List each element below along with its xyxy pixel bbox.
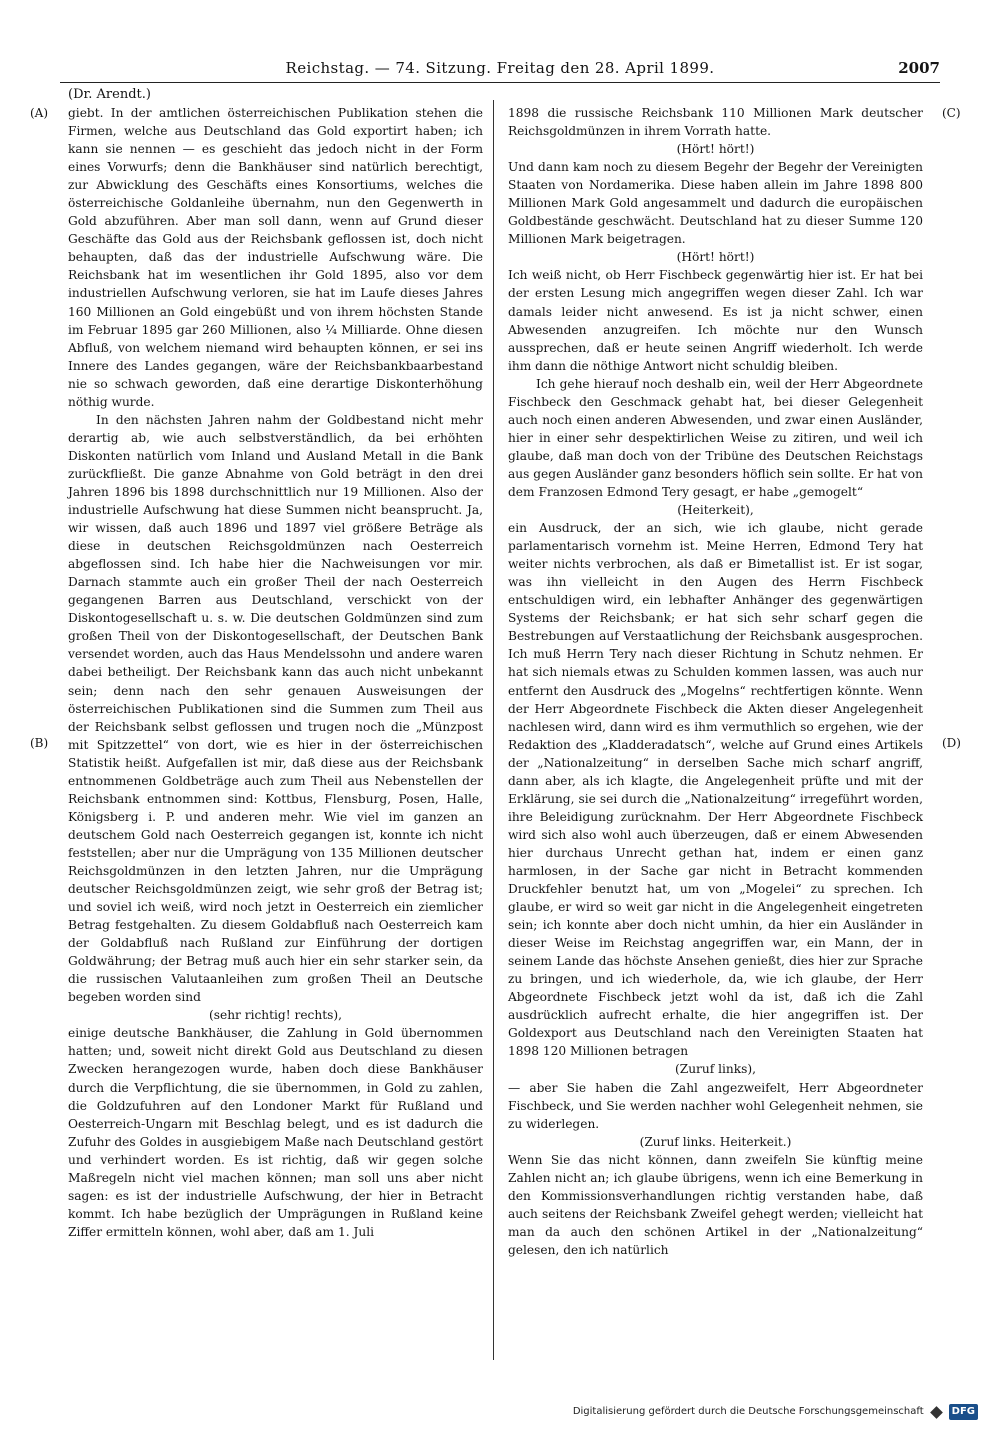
footer-text: Digitalisierung gefördert durch die Deutsche Forschungsgemeinschaft bbox=[572, 1406, 924, 1417]
interjection: (Hört! hört!) bbox=[676, 250, 755, 265]
column-divider bbox=[493, 100, 494, 1360]
speaker-label: (Dr. Arendt.) bbox=[68, 87, 151, 102]
interjection: (Zuruf links), bbox=[674, 1062, 757, 1077]
paragraph: Ich weiß nicht, ob Herr Fischbeck gegenwärtig hier ist. Er hat bei der ersten Lesung mich angegriffen wegen dieser Zahl. Ich war damals leider nicht anwesend. Es ist ja nicht schwer, einen Abwesenden anzugreifen. Ich möchte nur den Wunsch aussprechen, daß er heute seinen Angriff wiederholt. Ich werde ihm dann die nöthige Antwort nicht schuldig bleiben. bbox=[508, 268, 923, 373]
interjection: (sehr richtig! rechts), bbox=[208, 1008, 343, 1023]
margin-marker-c: (C) bbox=[942, 106, 961, 120]
paragraph: Wenn Sie das nicht können, dann zweifeln Sie künftig meine Zahlen nicht an; ich glaube übrigens, wenn ich eine Bemerkung in den Kommissionsverhandlungen richtig verstanden habe, daß auch seitens der Reichsbank Zweifel gehegt werden; vielleicht hat man da auch den schönen Artikel in der „Nationalzeitung“ gelesen, den ich natürlich bbox=[508, 1152, 923, 1257]
paragraph: Ich gehe hierauf noch deshalb ein, weil der Herr Abgeordnete Fischbeck den Geschmack gehabt hat, bei dieser Gelegenheit auch noch einen anderen Abwesenden, und zwar einen Ausländer, hier in einer sehr despektirlichen Weise zu zitiren, und weil ich glaube, daß man doch von der Tribüne des Deutschen Reichstags aus gegen Ausländer ganz besonders höflich sein sollte. Er hat von dem Franzosen Edmond Tery gesagt, er habe „gemogelt“ bbox=[508, 376, 923, 499]
left-column bbox=[68, 104, 483, 1241]
right-column bbox=[508, 104, 923, 1259]
paragraph: ein Ausdruck, der an sich, wie ich glaube, nicht gerade parlamentarisch vornehm ist. Meine Herren, Edmond Tery hat weiter nichts verbrochen, als daß er Bimetallist ist. Er ist sogar, was ihn vielleicht in den Augen des Herrn Fischbeck entschuldigen wird, ein lebhafter Anhänger des gegenwärtigen Systems der Reichsbank; er hat sich sehr scharf gegen die Bestrebungen auf Verstaatlichung der Reichsbank ausgesprochen. Ich muß Herrn Tery nach dieser Richtung in Schutz nehmen. Er hat sich niemals etwas zu Schulden kommen lassen, was auch nur entfernt den Ausdruck des „Mogelns“ rechtfertigen könnte. Wenn der Herr Abgeordnete Fischbeck die Akten dieser Angelegenheit nachlesen wird, dann wird es ihm vermuthlich so ergehen, wie der Redaktion des „Kladderadatsch“, welche auf Grund eines Artikels der „Nationalzeitung“ in derselben Sache mich scharf angriff, dann aber, als ich klagte, die Angelegenheit prüfte und mit der Erklärung, sie sei durch die „Nationalzeitung“ irregeführt worden, ihre Beleidigung zurücknahm. Der Herr Abgeordnete Fischbeck wird sich also wohl auch überzeugen, daß er einem Abwesenden hier durchaus Unrecht gethan hat, indem er einen ganz harmlosen, in der Sache gar nicht in Betracht kommenden Druckfehler benutzt hat, um von „Mogelei“ zu sprechen. Ich glaube, er wird so weit gar nicht in die Angelegenheit eingetreten sein; ich konnte aber doch nicht umhin, da hier ein Ausländer in dieser Weise im Reichstag angegriffen war, ein Mann, der in seinem Lande das höchste Ansehen genießt, dies hier zur Sprache zu bringen, und ich wiederhole, da, wie ich glaube, der Herr Abgeordnete Fischbeck jetzt wohl da ist, daß ich die Zahl ausdrücklich aufrecht erhalte, die hier angegriffen ist. Der Goldexport aus Deutschland nach den Vereinigten Staaten hat 1898 120 Millionen betragen bbox=[508, 521, 923, 1059]
header-title: Reichstag. — 74. Sitzung. Freitag den 28. April 1899. bbox=[285, 59, 715, 77]
paragraph: einige deutsche Bankhäuser, die Zahlung in Gold übernommen hatten; und, soweit nicht direkt Gold aus Deutschland zu diesen Zwecken herangezogen wurde, haben doch diese Bankhäuser durch die Verpflichtung, die sie übernommen, in Gold zu zahlen, die Goldzufuhren auf den Londoner Markt für Rußland und Oesterreich-Ungarn mit Beschlag belegt, und es ist dadurch die Zufuhr des Goldes in ausgiebigem Maße nach Deutschland gestört und verhindert worden. Es ist richtig, daß wir gegen solche Maßregeln nicht viel machen können; man soll uns aber nicht sagen: es ist der industrielle Aufschwung, der hier in Betracht kommt. Ich habe bezüglich der Umprägungen in Rußland keine Ziffer ermitteln können, wohl aber, daß am 1. Juli bbox=[68, 1026, 483, 1239]
paragraph: Und dann kam noch zu diesem Begehr der Begehr der Vereinigten Staaten von Nordamerika. Diese haben allein im Jahre 1898 800 Millionen Mark Gold angesammelt und dadurch die europäischen Goldbestände geschwächt. Deutschland hat zu dieser Summe 120 Millionen Mark beigetragen. bbox=[508, 160, 923, 247]
paragraph: — aber Sie haben die Zahl angezweifelt, Herr Abgeordneter Fischbeck, und Sie werden nachher wohl Gelegenheit nehmen, sie zu widerlegen. bbox=[508, 1080, 923, 1131]
interjection: (Hört! hört!) bbox=[676, 142, 755, 157]
digitization-footer bbox=[573, 1404, 978, 1420]
paragraph: giebt. In der amtlichen österreichischen Publikation stehen die Firmen, welche aus Deutschland das Gold exportirt haben; ich kann sie nennen — es geschieht das jedoch nicht in der Form eines Vorwurfs; denn die Bankhäuser sind natürlich berechtigt, zur Abwicklung des Geschäfts eines Konsortiums, welches die österreichische Goldanleihe übernahm, nun den Gegenwerth in Gold abzuführen. Aber man soll dann, wenn auf Grund dieser Geschäfte das Gold aus der Reichsbank geflossen ist, doch nicht behaupten, daß das der industrielle Aufschwung wäre. Die Reichsbank hat im wesentlichen ihr Gold 1895, also vor dem industriellen Aufschwung verloren, sie hat im Laufe dieses Jahres 160 Millionen an Gold eingebüßt und von ihrem höchsten Stande im Februar 1895 gar 260 Millionen, also ¼ Milliarde. Ohne diesen Abfluß, von welchem niemand wird behaupten können, er sei ins Innere des Landes gegangen, wäre der Reichsbankbaarbestand nie so schwach geworden, daß eine derartige Diskonterhöhung nöthig wurde. bbox=[68, 106, 483, 409]
diamond-icon bbox=[930, 1406, 943, 1419]
paragraph: 1898 die russische Reichsbank 110 Millionen Mark deutscher Reichsgoldmünzen in ihrem Vorrath hatte. bbox=[508, 106, 923, 139]
dfg-logo: DFG bbox=[949, 1404, 978, 1420]
interjection: (Heiterkeit), bbox=[677, 503, 754, 518]
page-number: 2007 bbox=[898, 59, 940, 77]
page-header bbox=[60, 57, 940, 79]
header-rule bbox=[60, 82, 940, 83]
margin-marker-a: (A) bbox=[30, 106, 49, 120]
margin-marker-b: (B) bbox=[30, 736, 49, 750]
margin-marker-d: (D) bbox=[942, 736, 961, 750]
paragraph: In den nächsten Jahren nahm der Goldbestand nicht mehr derartig ab, wie auch selbstverständlich, da bei erhöhten Diskonten natürlich vom Inland und Ausland Metall in die Bank zurückfließt. Die ganze Abnahme von Gold beträgt in den drei Jahren 1896 bis 1898 durchschnittlich nur 19 Millionen. Also der industrielle Aufschwung hat diese Summen nicht beansprucht. Ja, wir wissen, daß auch 1896 und 1897 viel größere Beträge als diese in deutschen Reichsgoldmünzen nach Oesterreich abgeflossen sind. Ich habe hier die Nachweisungen vor mir. Darnach stammte auch ein großer Theil der nach Oesterreich gegangenen Barren aus Deutschland, verschickt von der Diskontogesellschaft u. s. w. Die deutschen Goldmünzen sind zum großen Theil von der Diskontogesellschaft, der Deutschen Bank versendet worden, auch das Haus Mendelssohn und andere waren dabei betheiligt. Der Reichsbank kann das auch nicht unbekannt sein; denn nach den sehr genauen Ausweisungen der österreichischen Publikationen sind die Summen zum Theil aus der Reichsbank selbst geflossen und trugen noch die „Münzpost mit Spitzzettel“ von dort, wie es hier in der österreichischen Statistik heißt. Aufgefallen ist mir, daß diese aus der Reichsbank entnommenen Goldbeträge auch zum Theil aus Nebenstellen der Reichsbank entnommen sind: Kottbus, Flensburg, Posen, Halle, Königsberg i. P. und anderen mehr. Wie viel im ganzen an deutschem Gold nach Oesterreich gegangen ist, konnte ich nicht feststellen; aber nur die Umprägung von 135 Millionen deutscher Reichsgoldmünzen in den letzten Jahren, nur die Umprägung deutscher Reichsgoldmünzen zeigt, wie sehr groß der Betrag ist; und soviel ich weiß, wird noch jetzt in Oesterreich ein ziemlicher Betrag festgehalten. Zu diesem Goldabfluß nach Oesterreich kam der Goldabfluß nach Rußland zur Einführung der dortigen Goldwährung; der Betrag muß auch hier ein sehr starker sein, da die russischen Valutaanleihen zum großen Theil an Deutsche begeben worden sind bbox=[68, 412, 483, 1005]
interjection: (Zuruf links. Heiterkeit.) bbox=[639, 1134, 792, 1149]
